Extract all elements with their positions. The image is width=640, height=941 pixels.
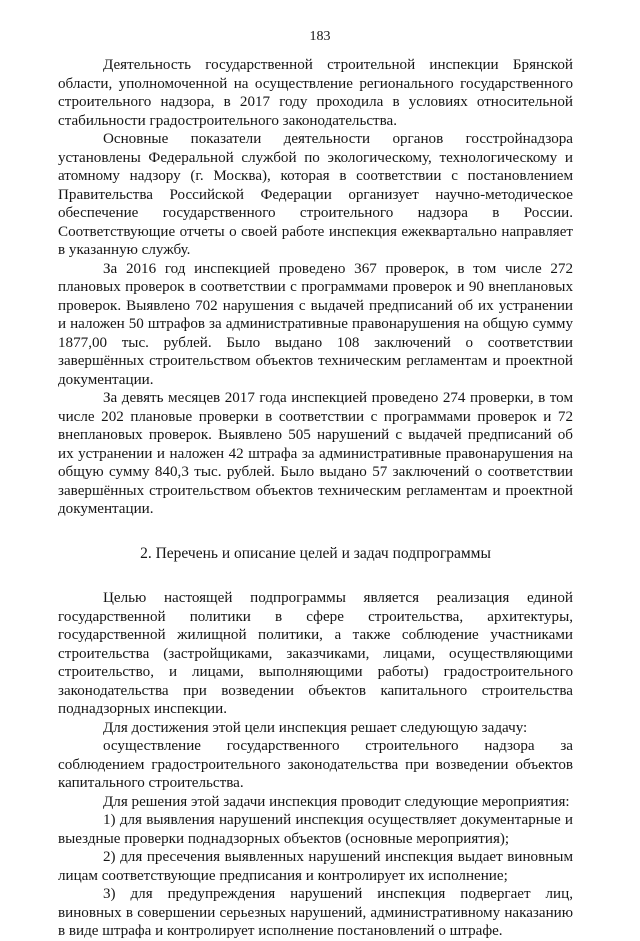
list-item-measure-2: 2) для пресечения выявленных нарушений инспекция выдает виновным лицам соответствующие предписания и контролирует их исполнение; (58, 849, 573, 884)
paragraph-goal: Целью настоящей подпрограммы является реализация единой государственной политики в сфере строительства, архитектуры, государственной жилищной политики, а также соблюдение участниками строительства (застройщиками, заказчиками, лицами, осуществляющими строительство, и лицами, выполняющими работы) градостроительного законодательства при возведении объектов капитального строительства поднадзорных инспекции. (58, 590, 573, 717)
paragraph-activity-overview: Деятельность государственной строительной инспекции Брянской области, уполномоченной на осуществление регионального государственного строительного надзора, в 2017 году проходила в условиях относительной стабильности градостроительного законодательства. (58, 57, 573, 129)
list-item-measure-3: 3) для предупреждения нарушений инспекция подвергает лиц, виновных в совершении серьезных нарушений, административному наказанию в виде штрафа и контролирует исполнение постановлений о штрафе. (58, 886, 573, 939)
paragraph-2017-results: За девять месяцев 2017 года инспекцией проведено 274 проверки, в том числе 202 плановые проверки в соответствии с программами проверок и 72 внеплановых проверок. Выявлено 505 нарушений с выдачей предписаний об их устранении и наложен 42 штрафа за административные правонарушения на общую сумму 840,3 тыс. рублей. Было выдано 57 заключений о соответствии завершённых строительством объектов техническим регламентам и проектной документации. (58, 390, 573, 517)
list-item-measure-1: 1) для выявления нарушений инспекция осуществляет документарные и выездные проверки поднадзорных объектов (основные мероприятия); (58, 812, 573, 847)
paragraph-measures-intro: Для решения этой задачи инспекция проводит следующие мероприятия: (103, 793, 570, 810)
paragraph-task: осуществление государственного строительного надзора за соблюдением градостроительного законодательства при возведении объектов капитального строительства. (58, 738, 573, 791)
paragraph-2016-results: За 2016 год инспекцией проведено 367 проверок, в том числе 272 плановых проверок в соответствии с программами проверок и 90 внеплановых проверок. Выявлено 702 нарушения с выдачей предписаний об их устранении и наложен 50 штрафов за административные правонарушения на общую сумму 1877,00 тыс. рублей. Было выдано 108 заключений о соответствии завершённых строительством объектов техническим регламентам и проектной документации. (58, 260, 573, 388)
section-heading: 2. Перечень и описание целей и задач подпрограммы (140, 544, 491, 562)
page-number: 183 (309, 29, 331, 44)
paragraph-key-indicators: Основные показатели деятельности органов госстройнадзора установлены Федеральной службой по экологическому, технологическому и атомному надзору (г. Москва), которая в соответствии с постановлением Правительства Российской Федерации организует научно-методическое обеспечение государственного строительного надзора в России. Соответствующие отчеты о своей работе инспекция ежеквартально направляет в указанную службу. (58, 131, 573, 258)
page-body (58, 56, 573, 941)
paragraph-task-intro: Для достижения этой цели инспекция решает следующую задачу: (103, 719, 528, 736)
